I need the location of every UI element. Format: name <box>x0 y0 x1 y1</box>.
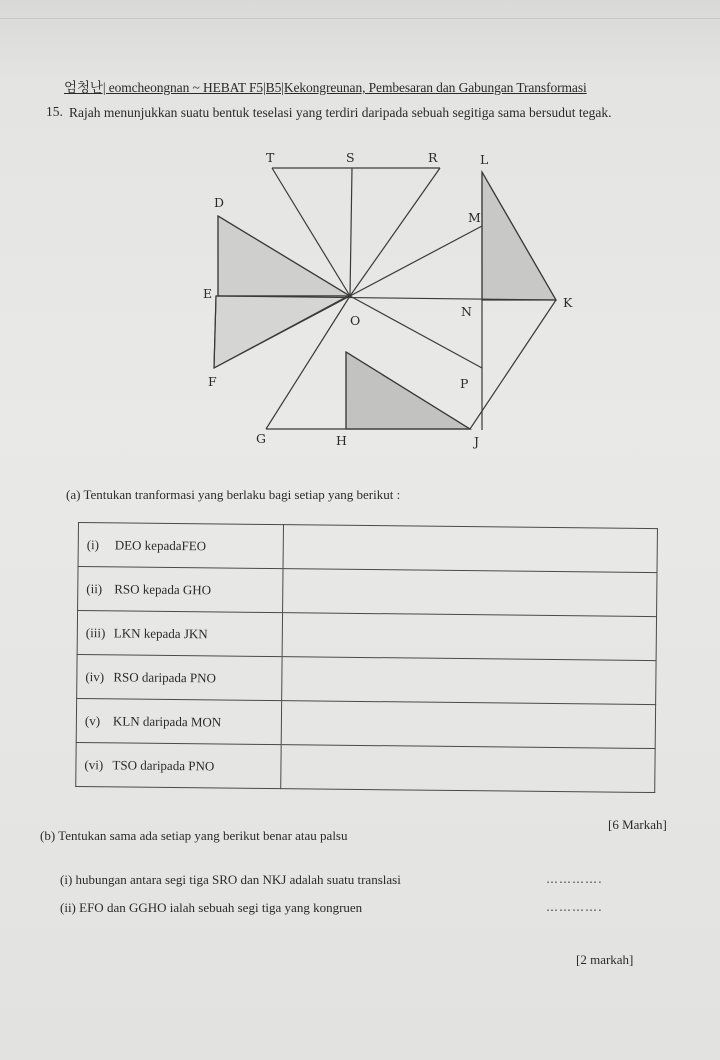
answer-cell[interactable] <box>282 657 656 705</box>
part-b-item: (ii) EFO dan GGHO ialah sebuah segi tiga yang kongruen <box>60 900 363 915</box>
label-F: F <box>208 374 217 389</box>
part-a-instruction: (a) Tentukan tranformasi yang berlaku bagi setiap yang berikut : <box>66 487 401 502</box>
part-a-marks: [6 Markah] <box>608 817 667 832</box>
label-G: G <box>256 431 266 446</box>
label-K: K <box>563 295 573 310</box>
label-R: R <box>428 150 438 165</box>
part-b-instruction: (b) Tentukan sama ada setiap yang berikut benar atau palsu <box>40 828 348 843</box>
answer-blank[interactable]: …………. <box>546 872 603 886</box>
row-text: KLN daripada MON <box>112 712 222 730</box>
row-number: (iii) <box>85 624 106 640</box>
table-row <box>77 611 656 661</box>
table-row <box>77 654 656 704</box>
transformation-table <box>75 522 658 793</box>
row-text: RSO kepada GHO <box>114 580 212 597</box>
row-number: (ii) <box>86 580 103 596</box>
answer-cell[interactable] <box>283 525 657 573</box>
tessellation-diagram <box>0 140 720 460</box>
row-text: DEO kepadaFEO <box>114 536 207 553</box>
table-row <box>78 523 657 573</box>
label-S: S <box>346 150 355 165</box>
row-text: LKN kepada JKN <box>113 624 208 641</box>
table-row <box>76 742 655 792</box>
part-b-item: (i) hubungan antara segi tiga SRO dan NKJ adalah suatu translasi <box>60 872 401 887</box>
row-number: (i) <box>86 536 100 552</box>
label-H: H <box>336 433 347 448</box>
answer-cell[interactable] <box>281 701 655 749</box>
row-text: RSO daripada PNO <box>113 668 217 685</box>
label-O: O <box>350 313 361 328</box>
answer-cell[interactable] <box>281 745 655 793</box>
label-N: N <box>461 304 472 319</box>
question-number: 15. <box>46 104 63 119</box>
label-P: P <box>460 376 469 391</box>
label-T: T <box>266 150 275 165</box>
label-M: M <box>468 210 481 225</box>
page-header: 엄청난| eomcheongnan ~ HEBAT F5|B5|Kekongreunan, Pembesaran dan Gabungan Transformasi <box>64 80 587 95</box>
label-E: E <box>203 286 213 301</box>
row-number: (v) <box>84 712 101 728</box>
answer-blank[interactable]: …………. <box>546 900 603 914</box>
table-row <box>78 567 657 617</box>
page-fold-line <box>0 18 720 19</box>
answer-cell[interactable] <box>282 613 656 661</box>
label-L: L <box>480 152 489 167</box>
table-row <box>76 698 655 748</box>
row-text: TSO daripada PNO <box>112 756 215 773</box>
row-number: (vi) <box>84 756 104 772</box>
part-b-marks: [2 markah] <box>576 952 634 967</box>
question-text: Rajah menunjukkan suatu bentuk teselasi yang terdiri daripada sebuah segitiga sama bersudut tegak. <box>69 105 612 120</box>
answer-cell[interactable] <box>283 569 657 617</box>
row-number: (iv) <box>85 668 105 684</box>
label-J: J <box>474 434 480 449</box>
label-D: D <box>214 195 225 210</box>
